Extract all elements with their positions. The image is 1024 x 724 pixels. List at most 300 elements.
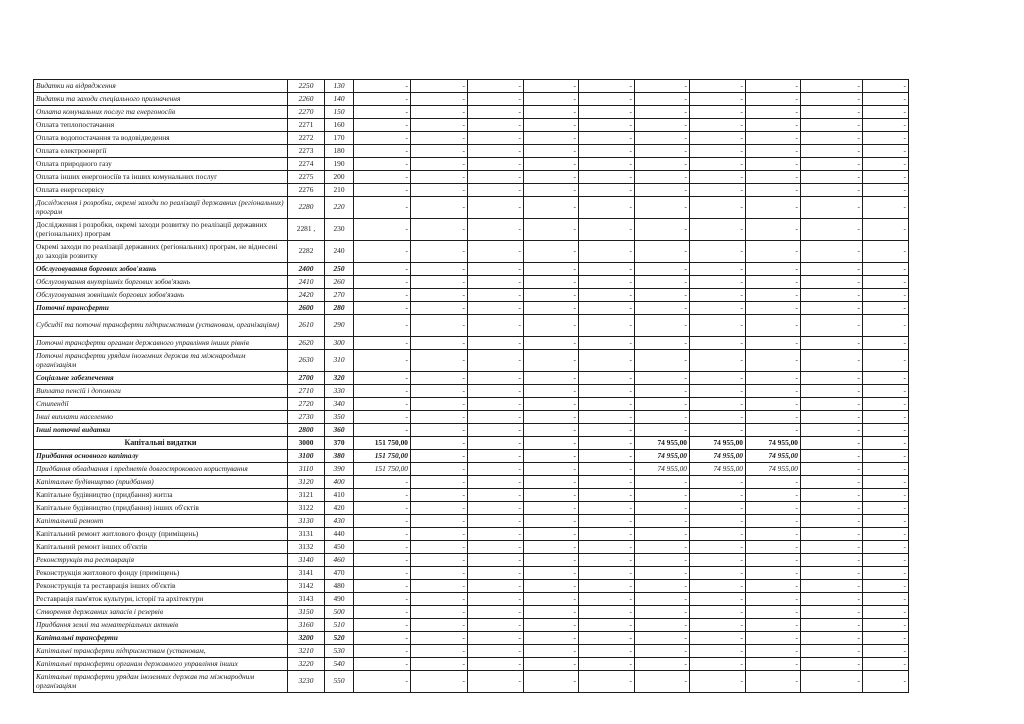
value-cell: - <box>690 158 746 171</box>
value-cell: - <box>411 489 468 502</box>
value-cell: - <box>746 424 801 437</box>
value-cell: - <box>863 658 909 671</box>
row-line-number: 530 <box>325 645 354 658</box>
row-line-number: 180 <box>325 145 354 158</box>
value-cell: - <box>635 632 690 645</box>
row-code: 3142 <box>288 580 325 593</box>
row-label: Дослідження і розробки, окремі заходи розвитку по реалізації державних (регіональних) програм <box>34 219 288 241</box>
value-cell: - <box>354 541 411 554</box>
value-cell: - <box>746 119 801 132</box>
value-cell: - <box>801 184 863 197</box>
table-row <box>34 350 909 372</box>
value-cell: - <box>354 276 411 289</box>
value-cell: - <box>635 337 690 350</box>
value-cell: - <box>746 171 801 184</box>
value-cell: - <box>863 541 909 554</box>
value-cell: - <box>801 437 863 450</box>
value-cell: - <box>690 93 746 106</box>
value-cell: - <box>411 276 468 289</box>
value-cell: - <box>354 263 411 276</box>
value-cell: - <box>635 276 690 289</box>
value-cell: - <box>863 219 909 241</box>
value-cell: - <box>635 302 690 315</box>
value-cell: - <box>635 171 690 184</box>
value-cell: - <box>579 385 635 398</box>
value-cell: - <box>801 197 863 219</box>
value-cell: - <box>746 372 801 385</box>
value-cell: - <box>524 502 579 515</box>
value-cell: - <box>746 619 801 632</box>
table-row <box>34 567 909 580</box>
value-cell: - <box>354 315 411 337</box>
value-cell: - <box>468 350 524 372</box>
value-cell: - <box>690 197 746 219</box>
value-cell: - <box>863 619 909 632</box>
value-cell: - <box>468 263 524 276</box>
row-code: 3143 <box>288 593 325 606</box>
value-cell: - <box>354 411 411 424</box>
row-line-number: 350 <box>325 411 354 424</box>
value-cell: - <box>468 171 524 184</box>
row-code: 2276 <box>288 184 325 197</box>
value-cell: - <box>468 632 524 645</box>
value-cell: - <box>579 132 635 145</box>
value-cell: - <box>579 80 635 93</box>
value-cell: - <box>411 158 468 171</box>
table-row <box>34 398 909 411</box>
value-cell: - <box>411 315 468 337</box>
value-cell: - <box>863 645 909 658</box>
value-cell: - <box>468 184 524 197</box>
value-cell: - <box>524 289 579 302</box>
value-cell: - <box>354 424 411 437</box>
value-cell: - <box>354 289 411 302</box>
value-cell: - <box>468 502 524 515</box>
value-cell: - <box>468 158 524 171</box>
value-cell: - <box>863 632 909 645</box>
row-line-number: 360 <box>325 424 354 437</box>
value-cell: - <box>690 502 746 515</box>
value-cell: - <box>863 411 909 424</box>
row-line-number: 380 <box>325 450 354 463</box>
row-code: 3200 <box>288 632 325 645</box>
table-row <box>34 502 909 515</box>
row-line-number: 150 <box>325 106 354 119</box>
table-row <box>34 106 909 119</box>
value-cell: - <box>635 515 690 528</box>
table-row <box>34 132 909 145</box>
value-cell: - <box>746 554 801 567</box>
value-cell: - <box>524 385 579 398</box>
row-label: Видатки на відрядження <box>34 80 288 93</box>
value-cell: - <box>801 567 863 580</box>
value-cell: - <box>468 219 524 241</box>
value-cell: - <box>863 372 909 385</box>
value-cell: - <box>746 302 801 315</box>
row-code: 2720 <box>288 398 325 411</box>
value-cell: - <box>411 337 468 350</box>
value-cell: - <box>801 276 863 289</box>
row-label: Капітальні трансферти <box>34 632 288 645</box>
value-cell: - <box>635 385 690 398</box>
value-cell: - <box>411 289 468 302</box>
value-cell: - <box>354 302 411 315</box>
value-cell: - <box>579 619 635 632</box>
value-cell: - <box>524 276 579 289</box>
value-cell: - <box>801 502 863 515</box>
row-label: Придбання обладнання і предметів довгострокового користування <box>34 463 288 476</box>
value-cell: - <box>579 350 635 372</box>
value-cell: - <box>579 219 635 241</box>
table-row <box>34 528 909 541</box>
value-cell: - <box>524 580 579 593</box>
value-cell: - <box>579 197 635 219</box>
value-cell: - <box>746 276 801 289</box>
value-cell: - <box>468 450 524 463</box>
value-cell: - <box>635 80 690 93</box>
row-label: Реконструкція житлового фонду (приміщень) <box>34 567 288 580</box>
value-cell: - <box>635 372 690 385</box>
value-cell: - <box>690 580 746 593</box>
value-cell: - <box>524 632 579 645</box>
value-cell: - <box>863 350 909 372</box>
row-code: 2271 <box>288 119 325 132</box>
value-cell: - <box>524 658 579 671</box>
value-cell: - <box>411 350 468 372</box>
value-cell: - <box>579 515 635 528</box>
table-row <box>34 411 909 424</box>
row-code: 3121 <box>288 489 325 502</box>
value-cell: - <box>746 289 801 302</box>
row-code: 3130 <box>288 515 325 528</box>
value-cell: - <box>354 619 411 632</box>
value-cell: - <box>801 171 863 184</box>
value-cell: - <box>354 593 411 606</box>
value-cell: - <box>579 463 635 476</box>
row-code: 2630 <box>288 350 325 372</box>
value-cell: - <box>468 241 524 263</box>
value-cell: - <box>746 502 801 515</box>
table-row <box>34 184 909 197</box>
table-row <box>34 593 909 606</box>
value-cell: - <box>863 593 909 606</box>
value-cell: - <box>690 619 746 632</box>
value-cell: - <box>801 541 863 554</box>
value-cell: - <box>579 263 635 276</box>
value-cell: - <box>690 289 746 302</box>
value-cell: - <box>411 502 468 515</box>
value-cell: - <box>354 658 411 671</box>
value-cell: - <box>690 515 746 528</box>
row-line-number: 490 <box>325 593 354 606</box>
value-cell: - <box>468 606 524 619</box>
row-label: Субсидії та поточні трансферти підприємствам (установам, організаціям) <box>34 315 288 337</box>
value-cell: - <box>468 106 524 119</box>
table-row <box>34 671 909 693</box>
table-row <box>34 80 909 93</box>
table-row <box>34 289 909 302</box>
value-cell: - <box>524 315 579 337</box>
value-cell: - <box>411 593 468 606</box>
value-cell: - <box>746 350 801 372</box>
value-cell: - <box>468 645 524 658</box>
value-cell: - <box>524 337 579 350</box>
value-cell: - <box>801 289 863 302</box>
value-cell: - <box>524 184 579 197</box>
row-label: Видатки та заходи спеціального призначення <box>34 93 288 106</box>
table-row <box>34 119 909 132</box>
value-cell: - <box>863 289 909 302</box>
value-cell: - <box>579 671 635 693</box>
row-code: 3150 <box>288 606 325 619</box>
value-cell: - <box>863 554 909 567</box>
value-cell: - <box>635 119 690 132</box>
value-cell: - <box>635 145 690 158</box>
value-cell: - <box>863 398 909 411</box>
value-cell: - <box>863 276 909 289</box>
row-code: 3141 <box>288 567 325 580</box>
row-line-number: 440 <box>325 528 354 541</box>
value-cell: - <box>468 315 524 337</box>
row-label: Дослідження і розробки, окремі заходи по реалізації державних (регіональних) програм <box>34 197 288 219</box>
table-row <box>34 424 909 437</box>
value-cell: - <box>579 554 635 567</box>
row-label: Виплата пенсій і допомоги <box>34 385 288 398</box>
value-cell: - <box>468 132 524 145</box>
value-cell: - <box>801 658 863 671</box>
row-line-number: 420 <box>325 502 354 515</box>
row-line-number: 540 <box>325 658 354 671</box>
value-cell: - <box>468 398 524 411</box>
value-cell: - <box>468 385 524 398</box>
value-cell: - <box>690 489 746 502</box>
row-label: Капітальні трансферти органам державного управління інших <box>34 658 288 671</box>
row-label: Оплата енергосервісу <box>34 184 288 197</box>
value-cell: - <box>863 580 909 593</box>
value-cell: - <box>863 463 909 476</box>
row-code: 2600 <box>288 302 325 315</box>
value-cell: - <box>746 263 801 276</box>
value-cell: - <box>411 606 468 619</box>
row-code: 2280 <box>288 197 325 219</box>
value-cell: - <box>524 241 579 263</box>
row-line-number: 470 <box>325 567 354 580</box>
table-row <box>34 619 909 632</box>
value-cell: - <box>524 350 579 372</box>
value-cell: - <box>635 580 690 593</box>
value-cell: - <box>354 580 411 593</box>
value-cell: - <box>746 337 801 350</box>
value-cell: - <box>746 132 801 145</box>
value-cell: - <box>863 263 909 276</box>
row-label: Поточні трансферти <box>34 302 288 315</box>
row-line-number: 170 <box>325 132 354 145</box>
table-row <box>34 302 909 315</box>
value-cell: - <box>579 437 635 450</box>
value-cell: - <box>635 619 690 632</box>
value-cell: - <box>524 619 579 632</box>
value-cell: - <box>690 350 746 372</box>
value-cell: - <box>746 489 801 502</box>
value-cell: - <box>746 80 801 93</box>
row-code: 2282 <box>288 241 325 263</box>
value-cell: - <box>690 541 746 554</box>
row-code: 2620 <box>288 337 325 350</box>
value-cell: - <box>524 515 579 528</box>
value-cell: - <box>690 398 746 411</box>
value-cell: - <box>354 158 411 171</box>
value-cell: - <box>690 528 746 541</box>
row-code: 3110 <box>288 463 325 476</box>
value-cell: - <box>635 158 690 171</box>
row-code: 2275 <box>288 171 325 184</box>
value-cell: - <box>468 554 524 567</box>
value-cell: - <box>468 476 524 489</box>
row-label: Оплата інших енергоносіїв та інших комунальних послуг <box>34 171 288 184</box>
value-cell: - <box>354 671 411 693</box>
row-line-number: 290 <box>325 315 354 337</box>
row-line-number: 130 <box>325 80 354 93</box>
value-cell: - <box>863 515 909 528</box>
row-code: 3140 <box>288 554 325 567</box>
row-label: Реконструкція та реставрація <box>34 554 288 567</box>
value-cell: - <box>524 593 579 606</box>
value-cell: - <box>801 302 863 315</box>
table-row <box>34 580 909 593</box>
row-line-number: 320 <box>325 372 354 385</box>
value-cell: - <box>411 241 468 263</box>
value-cell: - <box>468 580 524 593</box>
value-cell: - <box>579 398 635 411</box>
value-cell: - <box>468 437 524 450</box>
value-cell: - <box>690 315 746 337</box>
value-cell: - <box>524 541 579 554</box>
value-cell: - <box>690 411 746 424</box>
value-cell: - <box>746 106 801 119</box>
value-cell: - <box>468 593 524 606</box>
row-label: Обслуговування боргових зобов'язань <box>34 263 288 276</box>
value-cell: - <box>690 337 746 350</box>
value-cell: - <box>863 385 909 398</box>
value-cell: - <box>524 119 579 132</box>
value-cell: - <box>746 145 801 158</box>
value-cell: - <box>863 315 909 337</box>
value-cell: 151 750,00 <box>354 463 411 476</box>
value-cell: - <box>635 658 690 671</box>
row-line-number: 200 <box>325 171 354 184</box>
value-cell: - <box>746 632 801 645</box>
value-cell: - <box>579 502 635 515</box>
value-cell: - <box>746 411 801 424</box>
row-code: 2800 <box>288 424 325 437</box>
value-cell: - <box>468 541 524 554</box>
value-cell: - <box>635 263 690 276</box>
value-cell: - <box>579 580 635 593</box>
row-code: 2730 <box>288 411 325 424</box>
value-cell: - <box>863 502 909 515</box>
row-code: 2281 , <box>288 219 325 241</box>
value-cell: - <box>863 424 909 437</box>
value-cell: - <box>635 554 690 567</box>
value-cell: - <box>746 219 801 241</box>
value-cell: 74 955,00 <box>746 450 801 463</box>
value-cell: - <box>801 219 863 241</box>
value-cell: - <box>746 398 801 411</box>
value-cell: - <box>863 671 909 693</box>
value-cell: - <box>635 411 690 424</box>
row-label: Оплата природного газу <box>34 158 288 171</box>
value-cell: - <box>746 197 801 219</box>
row-label: Придбання землі та нематеріальних активів <box>34 619 288 632</box>
row-label: Реставрація пам'яток культури, історії та архітектури <box>34 593 288 606</box>
value-cell: - <box>635 671 690 693</box>
value-cell: - <box>801 263 863 276</box>
table-row <box>34 632 909 645</box>
value-cell: - <box>411 619 468 632</box>
value-cell: - <box>411 93 468 106</box>
value-cell: - <box>690 606 746 619</box>
value-cell: - <box>579 145 635 158</box>
value-cell: - <box>354 219 411 241</box>
value-cell: - <box>354 132 411 145</box>
table-row <box>34 463 909 476</box>
value-cell: - <box>524 171 579 184</box>
value-cell: - <box>354 241 411 263</box>
value-cell: - <box>468 411 524 424</box>
value-cell: - <box>411 515 468 528</box>
table-row <box>34 315 909 337</box>
row-code: 2250 <box>288 80 325 93</box>
value-cell: - <box>524 158 579 171</box>
row-code: 2410 <box>288 276 325 289</box>
value-cell: - <box>411 645 468 658</box>
value-cell: - <box>411 372 468 385</box>
value-cell: - <box>690 645 746 658</box>
row-line-number: 450 <box>325 541 354 554</box>
value-cell: - <box>468 658 524 671</box>
value-cell: - <box>579 315 635 337</box>
value-cell: - <box>863 489 909 502</box>
value-cell: - <box>801 106 863 119</box>
table-row <box>34 219 909 241</box>
value-cell: - <box>635 489 690 502</box>
table-row <box>34 241 909 263</box>
row-code: 3131 <box>288 528 325 541</box>
table-row <box>34 171 909 184</box>
value-cell: - <box>354 93 411 106</box>
value-cell: - <box>411 658 468 671</box>
value-cell: - <box>411 398 468 411</box>
row-label: Інші поточні видатки <box>34 424 288 437</box>
table-row <box>34 541 909 554</box>
value-cell: - <box>746 541 801 554</box>
value-cell: - <box>801 619 863 632</box>
row-line-number: 370 <box>325 437 354 450</box>
value-cell: - <box>468 337 524 350</box>
row-code: 3100 <box>288 450 325 463</box>
value-cell: - <box>863 171 909 184</box>
value-cell: - <box>579 241 635 263</box>
value-cell: - <box>746 158 801 171</box>
value-cell: - <box>863 145 909 158</box>
value-cell: - <box>801 132 863 145</box>
value-cell: - <box>411 671 468 693</box>
value-cell: - <box>411 219 468 241</box>
row-label: Капітальні трансферти підприємствам (установам, <box>34 645 288 658</box>
table-row <box>34 450 909 463</box>
value-cell: - <box>468 372 524 385</box>
row-code: 2274 <box>288 158 325 171</box>
